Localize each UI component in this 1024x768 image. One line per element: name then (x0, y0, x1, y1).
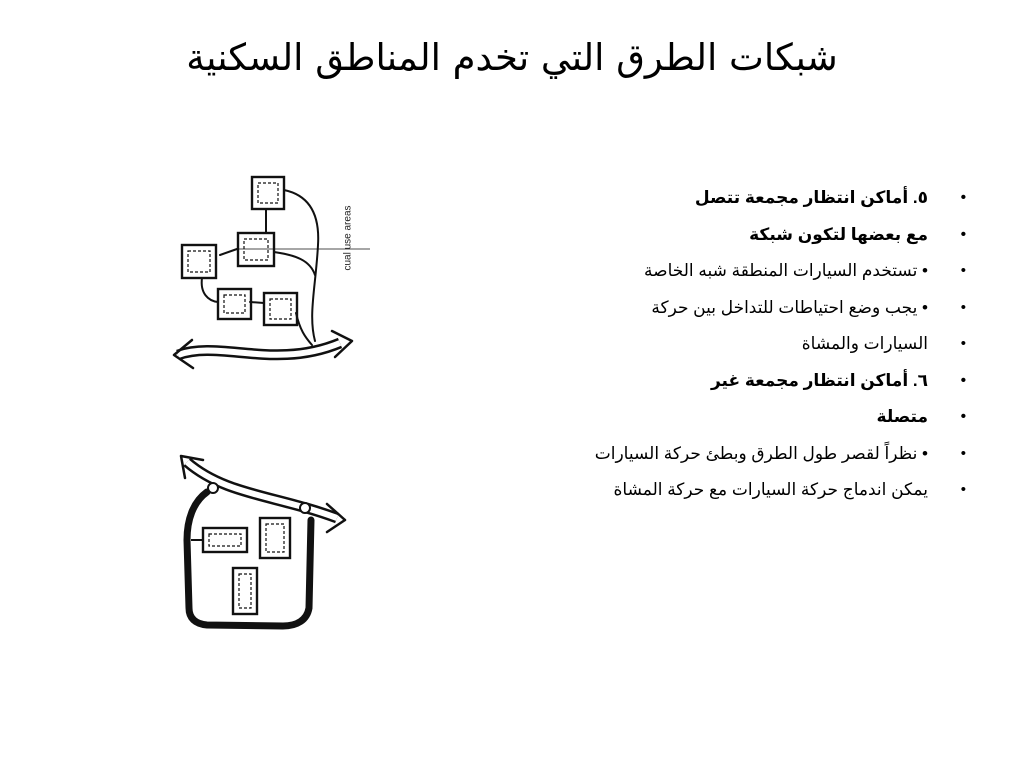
unconnected-parking-diagram (165, 440, 365, 645)
bullet-item: • يمكن اندماج حركة السيارات مع حركة المشاة (406, 472, 966, 509)
slide-title: شبكات الطرق التي تخدم المناطق السكنية (186, 36, 838, 79)
bullet-item: • • تستخدم السيارات المنطقة شبه الخاصة (406, 253, 966, 290)
parking-cluster (203, 518, 290, 614)
dual-use-areas-label: cual use areas (342, 205, 354, 271)
bullet-item: • ٥. أماكن انتظار مجمعة تتصل (406, 180, 966, 217)
bullet-item: • السيارات والمشاة (406, 326, 966, 363)
parking-cluster (182, 177, 297, 325)
bullet-item: • ٦. أماكن انتظار مجمعة غير (406, 363, 966, 400)
bullet-item: • مع بعضها لتكون شبكة (406, 217, 966, 254)
bullet-item: • • يجب وضع احتياطات للتداخل بين حركة (406, 290, 966, 327)
bullet-item: • • نظراً لقصر طول الطرق وبطئ حركة السيارات (406, 436, 966, 473)
bullet-item: • متصلة (406, 399, 966, 436)
bullet-list (406, 180, 966, 509)
